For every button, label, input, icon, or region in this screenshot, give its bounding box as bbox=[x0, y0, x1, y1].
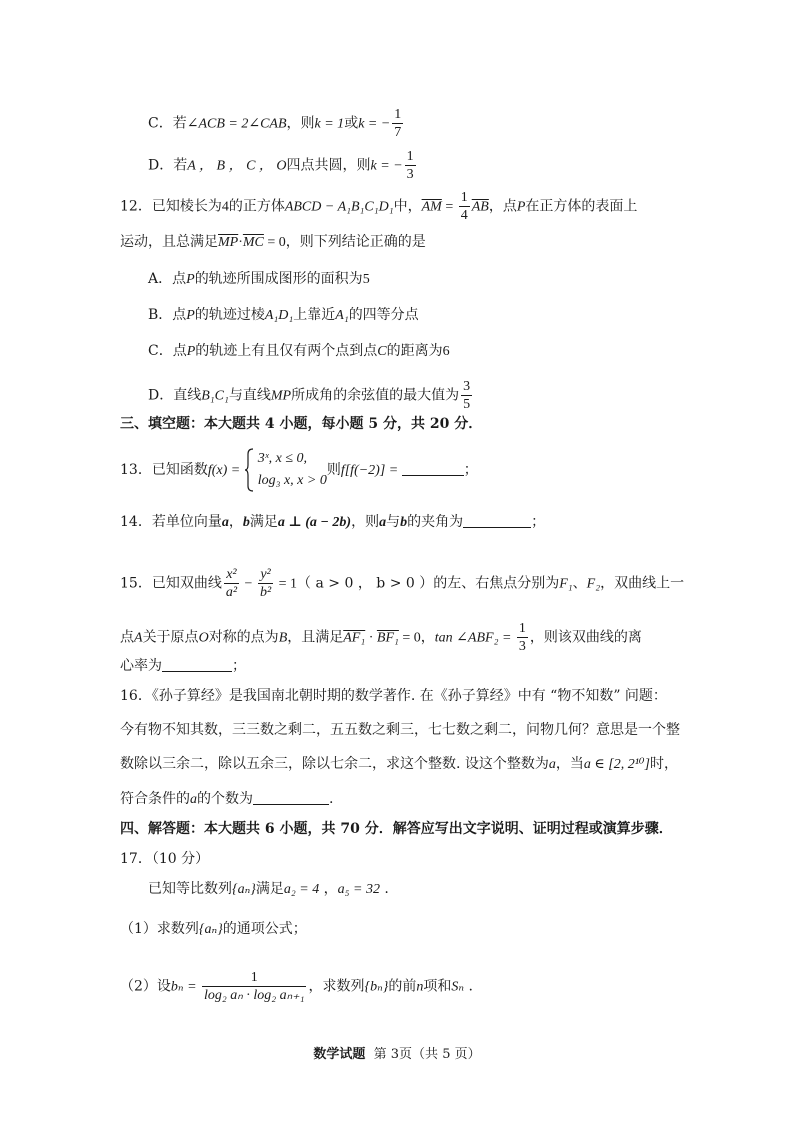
fraction: $\frac{1}{3}$ bbox=[406, 149, 414, 182]
q12-option-d: D．直线B₁C₁与直线MP所成角的余弦值的最大值为 $\frac{3}{5}$ bbox=[148, 379, 471, 412]
q11-option-c: C．若∠ACB = 2∠CAB，则k = 1或k = − $\frac{1}{7}$ bbox=[148, 107, 402, 140]
answer-blank[interactable] bbox=[463, 513, 531, 528]
left-brace-icon bbox=[244, 448, 254, 492]
section-4-heading: 四、解答题：本大题共 6 小题，共 70 分．解答应写出文字说明、证明过程或演算步骤． bbox=[120, 821, 673, 837]
q11-option-d: D．若A ， B ， C ， O四点共圆，则k = − $\frac{1}{3}$ bbox=[148, 149, 414, 182]
fraction: $\frac{1}{7}$ bbox=[394, 107, 402, 140]
answer-blank[interactable] bbox=[253, 790, 329, 805]
answer-blank[interactable] bbox=[402, 461, 464, 476]
q16-line4: 符合条件的a的个数为 . bbox=[120, 791, 334, 807]
answer-blank[interactable] bbox=[162, 657, 232, 672]
q17-given: 已知等比数列{aₙ}满足a₂ = 4 ，a₅ = 32 . bbox=[148, 881, 389, 897]
q15-line1: 15．已知双曲线 $\frac{\text{x²}}{\text{a²}}$ − $\frac{\text{y²}}{\text{b²}}$ = 1（ a > 0 ， b > 0 ）的左、右焦点分别为F₁、F₂，双曲线上一 bbox=[120, 567, 685, 600]
q17-part2: （2）设bₙ = $\frac{1}{\text{log₂ aₙ · log₂ aₙ₊₁}}$ ，求数列{bₙ}的前n项和Sₙ . bbox=[120, 970, 473, 1003]
section-3-heading: 三、填空题：本大题共 4 小题，每小题 5 分，共 20 分． bbox=[120, 416, 483, 432]
piecewise-function: 3ˣ, x ≤ 0, log₃ x, x > 0 bbox=[244, 448, 327, 492]
q17-part1: （1）求数列{aₙ}的通项公式； bbox=[120, 921, 307, 937]
q15-line2: 点A关于原点O对称的点为B，且满足AF₁ · BF₁ = 0，tan ∠ABF₂ = $\frac{1}{3}$ ，则该双曲线的离 bbox=[120, 621, 642, 654]
q12-option-a: A．点P的轨迹所围成图形的面积为5 bbox=[148, 271, 370, 287]
q17-heading: 17．（10 分） bbox=[120, 851, 210, 867]
page-footer: 数学试题 第 3页（共 5 页） bbox=[313, 1047, 481, 1062]
q16-line1: 16．《孙子算经》是我国南北朝时期的数学著作. 在《孙子算经》中有 “物不知数” 问题： bbox=[120, 688, 667, 704]
q13: 13．已知函数f(x) = 3ˣ, x ≤ 0, log₃ x, x > 0 则f[f(−2)] = ； bbox=[120, 448, 478, 492]
fraction: $\frac{1}{3}$ bbox=[518, 621, 526, 654]
fraction: $\frac{1}{4}$ bbox=[460, 190, 468, 223]
fraction: $\frac{1}{\text{log₂ aₙ · log₂ aₙ₊₁}}$ bbox=[204, 970, 305, 1003]
q15-line3: 心率为 ； bbox=[120, 658, 246, 674]
fraction: $\frac{3}{5}$ bbox=[463, 379, 471, 412]
fraction: $\frac{\text{x²}}{\text{a²}}$ bbox=[225, 567, 238, 600]
q14: 14．若单位向量a，b满足a ⊥ (a − 2b)，则a与b的夹角为 ； bbox=[120, 514, 546, 530]
q12-option-c: C．点P的轨迹上有且仅有两个点到点C的距离为6 bbox=[148, 343, 450, 359]
q12-stem-line2: 运动，且总满足$\overline{MP}\cdot\overline{MC} = 0$，则下列结论正确的是 bbox=[120, 234, 426, 250]
q16-line3: 数除以三余二，除以五余三，除以七余二，求这个整数. 设这个整数为a，当a ∈ [2, 2¹⁰]时， bbox=[120, 756, 678, 772]
fraction: $\frac{\text{y²}}{\text{b²}}$ bbox=[259, 567, 272, 600]
q12-option-b: B．点P的轨迹过棱A₁D₁上靠近A₁的四等分点 bbox=[148, 307, 419, 323]
q12-stem-line1: 12．已知棱长为4的正方体ABCD − A₁B₁C₁D₁中，$\overline{AM}$ = $\frac{1}{4}$ $\overline{AB}$，点P在正方体的表面上 bbox=[120, 190, 638, 223]
q16-line2: 今有物不知其数，三三数之剩二，五五数之剩三，七七数之剩二，问物几何？意思是一个整 bbox=[120, 722, 680, 738]
